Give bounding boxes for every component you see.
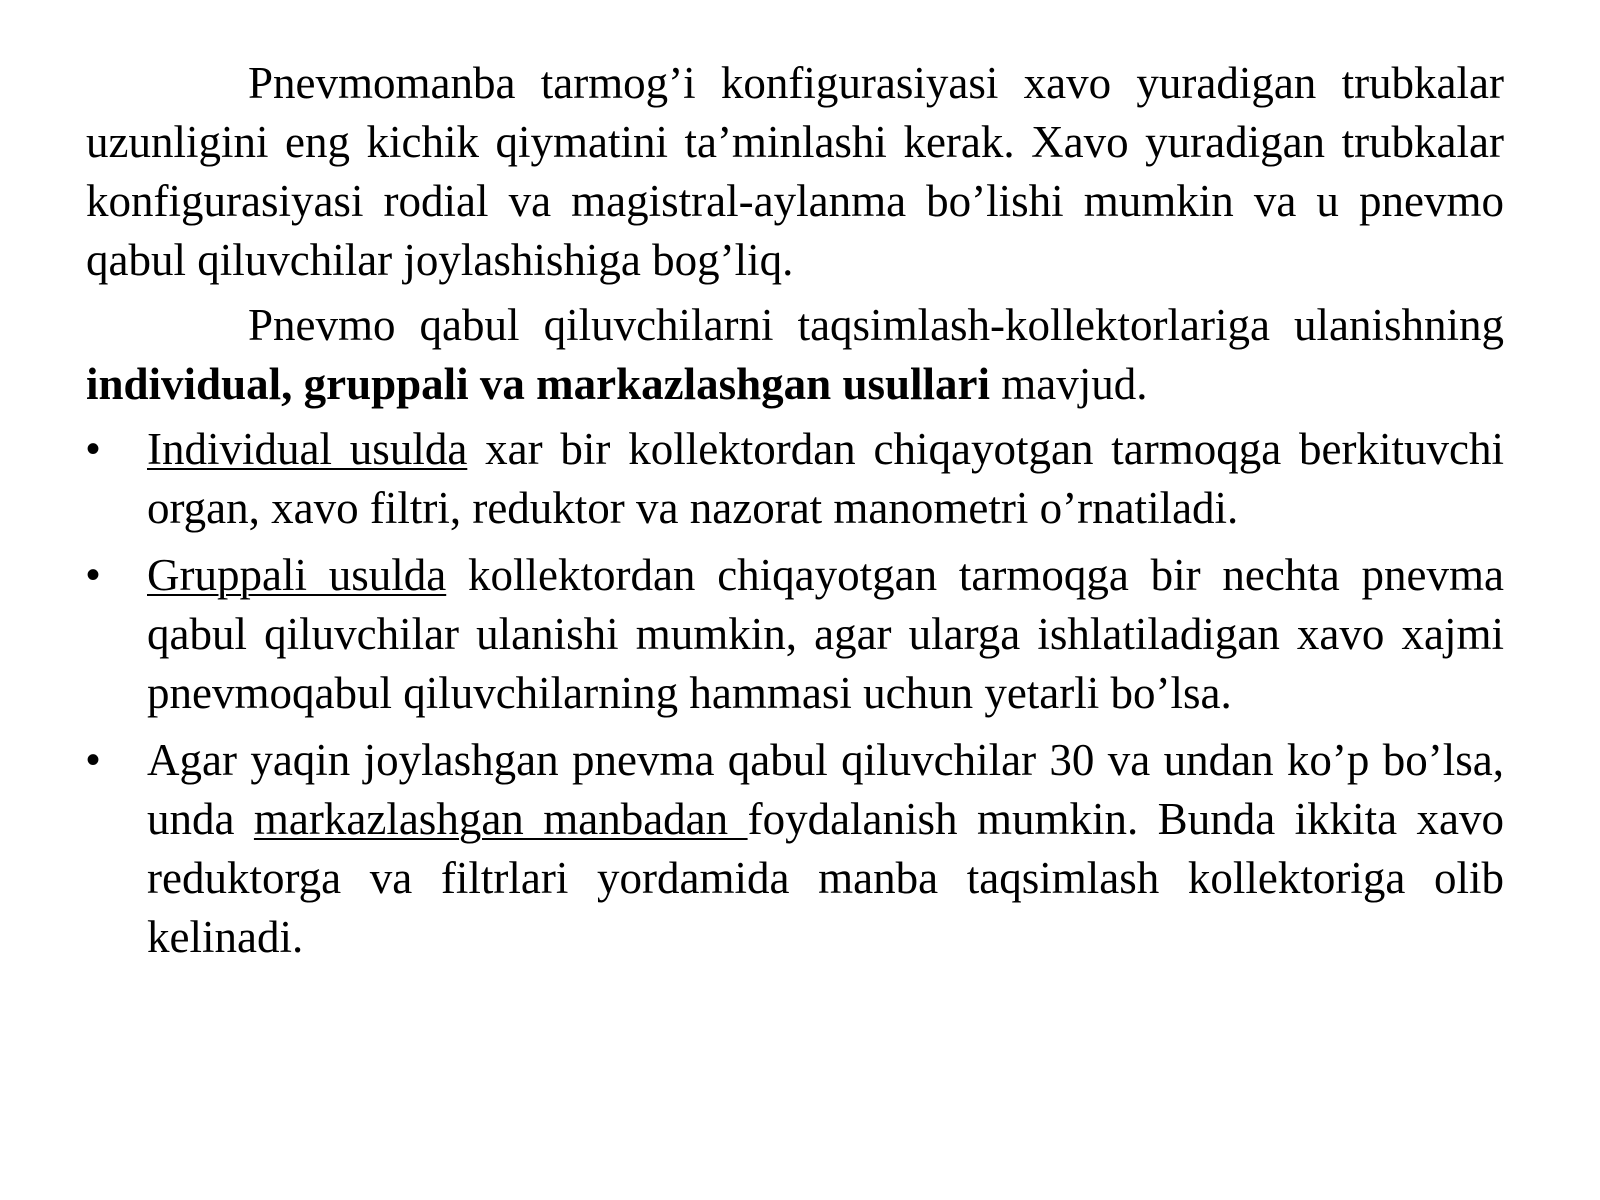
- paragraph-bold-methods: individual, gruppali va markazlashgan usullari: [86, 359, 990, 409]
- bullet-dot-icon: •: [86, 738, 101, 782]
- bullet-dot-icon: •: [86, 553, 101, 597]
- bullet-item-centralized: [86, 731, 1504, 967]
- bullet-item-group: [86, 546, 1504, 723]
- slide-body: [86, 54, 1504, 975]
- bullet-text-before: Agar yaqin joylashgan pnevma qabul qiluvchilar 30 va undan ko’p bo’lsa, unda: [147, 735, 1504, 844]
- paragraph-connection-methods: [86, 296, 1504, 414]
- bullet-text-after: kollektordan chiqayotgan tarmoqga bir nechta pnevma qabul qiluvchilar ulanishi mumkin, agar ularga ishlatiladigan xavo xajmi pnevmoqabul qiluvchilarning hammasi uchun yetarli bo’lsa.: [147, 550, 1504, 718]
- bullet-list: [86, 420, 1504, 967]
- bullet-item-individual: [86, 420, 1504, 538]
- paragraph-network-configuration: [86, 54, 1504, 290]
- paragraph-text-before: Pnevmo qabul qiluvchilarni taqsimlash-kollektorlariga ulanishning: [248, 300, 1504, 350]
- bullet-underlined-term: Gruppali usulda: [147, 550, 447, 600]
- bullet-text-after: foydalanish mumkin. Bunda ikkita xavo reduktorga va filtrlari yordamida manba taqsimlash kollektoriga olib kelinadi.: [147, 794, 1504, 962]
- paragraph-text-after: mavjud.: [990, 359, 1148, 409]
- bullet-underlined-term: markazlashgan manbadan: [253, 794, 748, 844]
- bullet-text-after: xar bir kollektordan chiqayotgan tarmoqga berkituvchi organ, xavo filtri, reduktor va nazorat manometri o’rnatiladi.: [147, 424, 1504, 533]
- bullet-dot-icon: •: [86, 427, 101, 471]
- bullet-underlined-term: Individual usulda: [147, 424, 468, 474]
- paragraph-text: Pnevmomanba tarmog’i konfigurasiyasi xavo yuradigan trubkalar uzunligini eng kichik qiymatini ta’minlashi kerak. Xavo yuradigan trubkalar konfigurasiyasi rodial va magistral-aylanma bo’lishi mumkin va u pnevmo qabul qiluvchilar joylashishiga bog’liq.: [86, 58, 1504, 285]
